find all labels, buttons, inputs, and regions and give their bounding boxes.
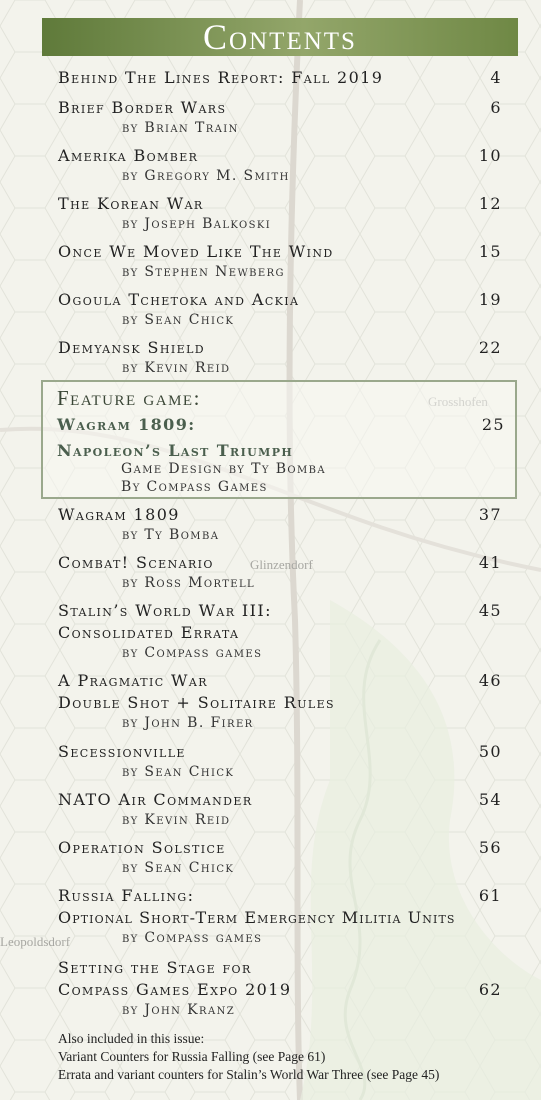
toc-title: Combat! Scenario bbox=[58, 553, 214, 572]
toc-page-number: 62 bbox=[478, 980, 502, 999]
toc-entry bbox=[58, 241, 502, 281]
toc-entry bbox=[58, 67, 502, 89]
toc-title: Ogoula Tchetoka and Ackia bbox=[58, 290, 300, 309]
toc-title-line bbox=[58, 241, 502, 263]
toc-title-line bbox=[58, 600, 502, 622]
toc-subtitle-line bbox=[58, 979, 502, 1001]
toc-page-number: 41 bbox=[478, 553, 502, 572]
toc-page-number: 6 bbox=[490, 98, 502, 117]
toc-entry bbox=[58, 957, 502, 1019]
toc-byline: by Joseph Balkoski bbox=[122, 216, 272, 232]
toc-title: Behind The Lines Report: Fall 2019 bbox=[58, 68, 384, 87]
toc-title: The Korean War bbox=[58, 194, 204, 213]
title-banner bbox=[42, 18, 518, 56]
toc-byline: by Gregory M. Smith bbox=[122, 168, 290, 184]
toc-entry bbox=[58, 289, 502, 329]
toc-title-line bbox=[58, 552, 502, 574]
toc-subtitle: Consolidated Errata bbox=[58, 623, 240, 642]
toc-entry bbox=[58, 193, 502, 233]
toc-page-number: 37 bbox=[478, 505, 502, 524]
toc-title: Setting the Stage for bbox=[58, 958, 252, 977]
toc-byline: by Sean Chick bbox=[122, 764, 235, 780]
toc-subtitle: Double Shot + Solitaire Rules bbox=[58, 693, 335, 712]
toc-entry bbox=[58, 97, 502, 137]
toc-title-line bbox=[58, 97, 502, 119]
toc-entry bbox=[58, 337, 502, 377]
toc-title-line bbox=[58, 504, 502, 526]
toc-entry bbox=[58, 789, 502, 829]
toc-page-number: 19 bbox=[478, 290, 502, 309]
map-label-glinzendorf: Glinzendorf bbox=[250, 557, 313, 572]
toc-title-line bbox=[58, 789, 502, 811]
toc-title: Amerika Bomber bbox=[58, 146, 199, 165]
toc-title-line bbox=[58, 957, 502, 979]
toc-byline: by Compass games bbox=[122, 645, 263, 661]
toc-page-number: 4 bbox=[490, 68, 502, 87]
toc-byline: by Sean Chick bbox=[122, 860, 235, 876]
toc-entry bbox=[58, 837, 502, 877]
toc-title: Stalin’s World War III: bbox=[58, 601, 272, 620]
feature-title: Wagram 1809: bbox=[57, 415, 196, 434]
map-label-leopoldsdorf: Leopoldsdorf bbox=[0, 934, 71, 949]
toc-byline: by John Kranz bbox=[122, 1002, 236, 1018]
toc-page-number: 25 bbox=[481, 415, 505, 434]
toc-title-line bbox=[58, 337, 502, 359]
toc-title-line bbox=[58, 741, 502, 763]
toc-page-number: 22 bbox=[478, 338, 502, 357]
toc-byline: by Sean Chick bbox=[122, 312, 235, 328]
toc-title: Demyansk Shield bbox=[58, 338, 205, 357]
page-title: Contents bbox=[203, 17, 357, 57]
toc-subtitle: Optional Short-Term Emergency Militia Units bbox=[58, 908, 456, 927]
toc-page-number: 54 bbox=[478, 790, 502, 809]
toc-title: Wagram 1809 bbox=[58, 505, 180, 524]
toc-title: Operation Solstice bbox=[58, 838, 226, 857]
toc-title: Russia Falling: bbox=[58, 886, 195, 905]
toc-subtitle: Compass Games Expo 2019 bbox=[58, 980, 292, 999]
toc-byline: by Ross Mortell bbox=[122, 575, 256, 591]
toc-entry bbox=[58, 145, 502, 185]
feature-game-box bbox=[41, 380, 517, 499]
toc-byline: by Stephen Newberg bbox=[122, 264, 285, 280]
toc-page-number: 45 bbox=[478, 601, 502, 620]
toc-page-number: 12 bbox=[478, 194, 502, 213]
toc-page-number: 10 bbox=[478, 146, 502, 165]
toc-title-line bbox=[58, 289, 502, 311]
toc-page-number: 50 bbox=[478, 742, 502, 761]
toc-title: NATO Air Commander bbox=[58, 790, 253, 809]
feature-byline: Game Design by Ty Bomba bbox=[121, 461, 327, 477]
toc-byline: by Kevin Reid bbox=[122, 812, 231, 828]
also-heading: Also included in this issue: bbox=[58, 1031, 205, 1046]
toc-byline: by Ty Bomba bbox=[122, 527, 220, 543]
toc-entry bbox=[58, 670, 502, 732]
toc-page-number: 46 bbox=[478, 671, 502, 690]
toc-title: Once We Moved Like The Wind bbox=[58, 242, 334, 261]
toc-page-number: 15 bbox=[478, 242, 502, 261]
toc-entry bbox=[58, 504, 502, 544]
feature-heading: Feature game: bbox=[57, 386, 201, 410]
toc-title-line bbox=[58, 670, 502, 692]
toc-title: A Pragmatic War bbox=[58, 671, 208, 690]
toc-entry bbox=[58, 885, 502, 947]
toc-entry bbox=[58, 741, 502, 781]
toc-byline: by Compass games bbox=[122, 930, 263, 946]
toc-title-line bbox=[58, 145, 502, 167]
toc-title: Brief Border Wars bbox=[58, 98, 227, 117]
toc-byline: by Kevin Reid bbox=[122, 360, 231, 376]
toc-byline: by John B. Firer bbox=[122, 715, 254, 731]
toc-page-number: 56 bbox=[478, 838, 502, 857]
feature-title-line bbox=[57, 414, 505, 436]
toc-title-line bbox=[58, 193, 502, 215]
also-item: Variant Counters for Russia Falling (see Page 61) bbox=[58, 1049, 326, 1064]
toc-title-line bbox=[58, 885, 502, 907]
toc-byline: by Brian Train bbox=[122, 120, 239, 136]
feature-subtitle: Napoleon’s Last Triumph bbox=[57, 441, 294, 460]
toc-entry bbox=[58, 552, 502, 592]
toc-title-line bbox=[58, 837, 502, 859]
toc-page-number: 61 bbox=[478, 886, 502, 905]
toc-title: Secessionville bbox=[58, 742, 186, 761]
also-item: Errata and variant counters for Stalin’s World War Three (see Page 45) bbox=[58, 1067, 440, 1082]
toc-entry bbox=[58, 600, 502, 662]
feature-publisher: By Compass Games bbox=[121, 479, 268, 495]
toc-title-line bbox=[58, 67, 502, 89]
